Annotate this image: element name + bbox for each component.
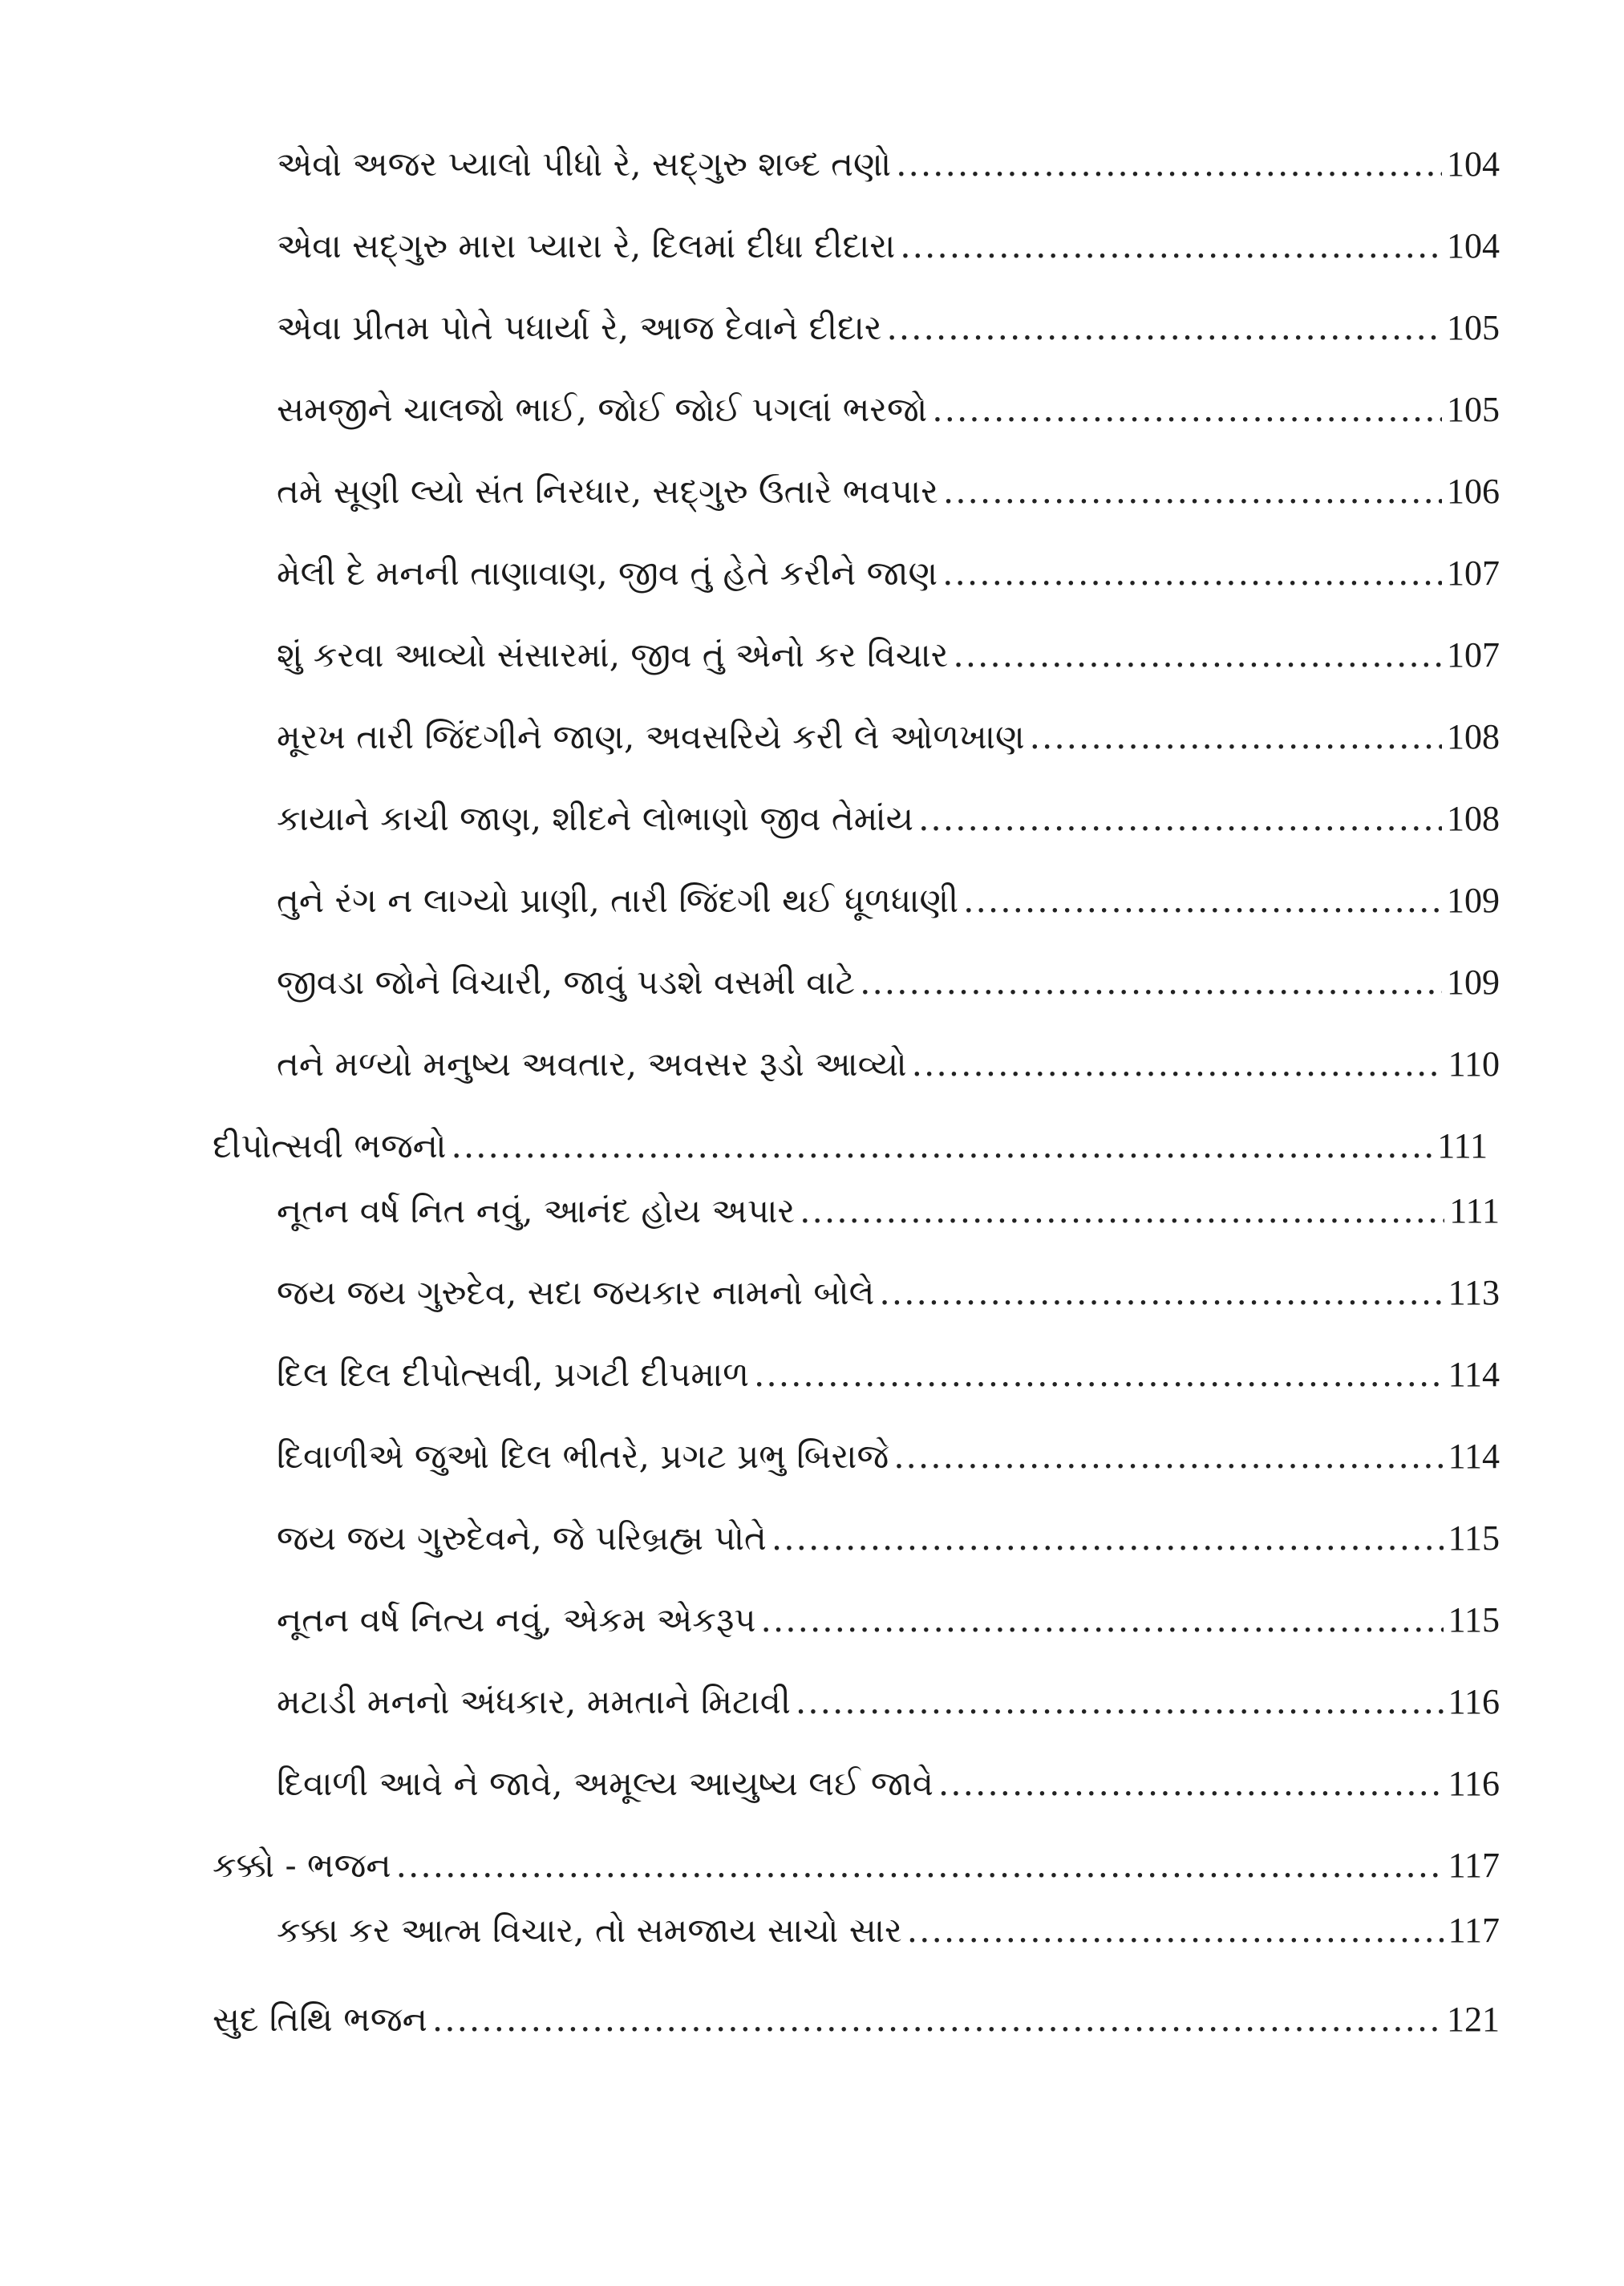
toc-entry-page: 114 — [1448, 1355, 1500, 1394]
toc-section-title: કક્કો - ભજન — [213, 1846, 391, 1885]
toc-entry-title: મેલી દે મનની તાણાવાણ, જીવ તું હેતે કરીને જાણ — [277, 553, 938, 593]
toc-entry — [277, 631, 1500, 679]
toc-entry-title: દિવાળી આવે ને જાવે, અમૂલ્ય આયુષ્ય લઈ જાવે — [277, 1764, 933, 1803]
toc-entry-title: દિલ દિલ દીપોત્સવી, પ્રગટી દીપમાળ — [277, 1355, 750, 1394]
dot-leader — [942, 549, 1442, 598]
dot-leader — [772, 1514, 1444, 1563]
dot-leader — [943, 468, 1442, 516]
toc-entry-page: 116 — [1448, 1764, 1500, 1803]
dot-leader — [953, 631, 1442, 679]
toc-entry-title: નૂતન વર્ષ નિત્ય નવું, એકમ એકરૂપ — [277, 1600, 756, 1640]
toc-entry-title: કક્કા કર આત્મ વિચાર, તો સમજાય સાચો સાર — [277, 1911, 902, 1950]
toc-entry-title: શું કરવા આવ્યો સંસારમાં, જીવ તું એનો કર વિચાર — [277, 635, 949, 675]
toc-entry — [277, 304, 1500, 352]
toc-section-page: 111 — [1437, 1126, 1488, 1165]
toc-entry-page: 115 — [1448, 1518, 1500, 1558]
toc-entry — [277, 549, 1500, 598]
toc-entry-title: સમજીને ચાલજો ભાઈ, જોઈ જોઈ પગલાં ભરજો — [277, 390, 928, 429]
toc-entry-page: 105 — [1447, 390, 1500, 429]
dot-leader — [907, 1907, 1444, 1955]
toc-section-heading — [213, 1842, 1500, 1890]
toc-section-page: 117 — [1448, 1846, 1500, 1885]
toc-section-page: 121 — [1447, 2000, 1500, 2039]
toc-entry-page: 108 — [1447, 717, 1500, 756]
toc-entry — [277, 1433, 1500, 1481]
toc-entry-title: કાયાને કાચી જાણ, શીદને લોભાણો જીવ તેમાંય — [277, 799, 914, 838]
toc-entry-page: 113 — [1448, 1273, 1500, 1312]
toc-entry-page: 106 — [1447, 472, 1500, 511]
dot-leader — [963, 877, 1442, 925]
toc-entry-page: 116 — [1448, 1682, 1500, 1721]
dot-leader — [886, 304, 1442, 352]
toc-entry — [277, 1678, 1500, 1726]
toc-entry-page: 105 — [1447, 308, 1500, 347]
toc-entry-title: જય જય ગુરુદેવને, જે પરિબ્રહ્મ પોતે — [277, 1518, 767, 1558]
toc-entry — [277, 222, 1500, 270]
toc-entry-page: 107 — [1447, 635, 1500, 675]
toc-entry-page: 109 — [1447, 881, 1500, 920]
toc-entry-title: નૂતન વર્ષ નિત નવું, આનંદ હોય અપાર — [277, 1191, 796, 1230]
dot-leader — [800, 1187, 1444, 1235]
toc-entry-title: મટાડી મનનો અંધકાર, મમતાને મિટાવી — [277, 1682, 791, 1721]
dot-leader — [900, 222, 1442, 270]
toc-entry — [277, 1514, 1500, 1563]
toc-entry-page: 117 — [1448, 1911, 1500, 1950]
toc-entry-title: જય જય ગુરુદેવ, સદા જયકાર નામનો બોલે — [277, 1273, 875, 1312]
dot-leader — [938, 1760, 1444, 1808]
toc-entry — [277, 1907, 1500, 1955]
dot-leader — [761, 1596, 1444, 1644]
dot-leader — [1030, 713, 1442, 761]
toc-entry — [277, 386, 1500, 434]
toc-entry-title: તમે સૂણી લ્યો સંત નિરધાર, સદ્‌ગુરુ ઉતારે ભવપાર — [277, 472, 938, 511]
toc-entry — [277, 140, 1500, 188]
toc-section-heading — [213, 1996, 1500, 2044]
toc-entry-page: 104 — [1447, 144, 1500, 184]
toc-entry — [277, 1269, 1500, 1317]
toc-section-title: દીપોત્સવી ભજનો — [213, 1126, 447, 1165]
toc-entry-page: 109 — [1447, 963, 1500, 1002]
dot-leader — [396, 1842, 1444, 1890]
toc-entry — [277, 877, 1500, 925]
toc-entry — [277, 1187, 1500, 1235]
dot-leader — [860, 959, 1442, 1007]
toc-entry-title: એવો અજર પ્યાલો પીધો રે, સદ્‌ગુરુ શબ્દ તણો — [277, 144, 892, 184]
dot-leader — [796, 1678, 1444, 1726]
toc-entry-title: તને મળ્યો મનુષ્ય અવતાર, અવસર રૂડો આવ્યો — [277, 1044, 907, 1084]
toc-entry — [277, 959, 1500, 1007]
toc-entry-title: એવા સદ્‌ગુરુ મારા પ્યારા રે, દિલમાં દીધા દીદારા — [277, 226, 896, 265]
toc-entry-page: 110 — [1448, 1044, 1500, 1084]
toc-entry-title: મૂરખ તારી જિંદગીને જાણ, અવસરિયે કરી લે ઓળખાણ — [277, 717, 1025, 756]
toc-entry-title: એવા પ્રીતમ પોતે પધાર્યા રે, આજ દેવાને દીદાર — [277, 308, 882, 347]
dot-leader — [932, 386, 1442, 434]
toc-entry-page: 107 — [1447, 553, 1500, 593]
dot-leader — [893, 1433, 1443, 1481]
toc-entry — [277, 795, 1500, 843]
dot-leader — [918, 795, 1442, 843]
toc-entry — [277, 713, 1500, 761]
toc-section-heading — [213, 1122, 1488, 1170]
toc-entry-page: 114 — [1448, 1437, 1500, 1476]
dot-leader — [879, 1269, 1443, 1317]
toc-entry-page: 108 — [1447, 799, 1500, 838]
toc-entry-page: 104 — [1447, 226, 1500, 265]
dot-leader — [451, 1122, 1432, 1170]
dot-leader — [432, 1996, 1442, 2044]
toc-entry — [277, 1040, 1500, 1088]
dot-leader — [754, 1351, 1444, 1399]
toc-entry — [277, 468, 1500, 516]
dot-leader — [896, 140, 1442, 188]
toc-section-title: સુદ તિથિ ભજન — [213, 2000, 427, 2039]
toc-entry-title: તુને રંગ ન લાગ્યો પ્રાણી, તારી જિંદગી થઈ ધૂળધાણી — [277, 881, 959, 920]
toc-entry-title: દિવાળીએ જુઓ દિલ ભીતરે, પ્રગટ પ્રભુ બિરાજે — [277, 1437, 889, 1476]
toc-entry-title: જીવડા જોને વિચારી, જાવું પડશે વસમી વાટે — [277, 963, 856, 1002]
toc-entry — [277, 1351, 1500, 1399]
toc-entry — [277, 1760, 1500, 1808]
toc-entry — [277, 1596, 1500, 1644]
toc-entry-page: 115 — [1448, 1600, 1500, 1640]
dot-leader — [912, 1040, 1444, 1088]
toc-entry-page: 111 — [1449, 1191, 1500, 1230]
